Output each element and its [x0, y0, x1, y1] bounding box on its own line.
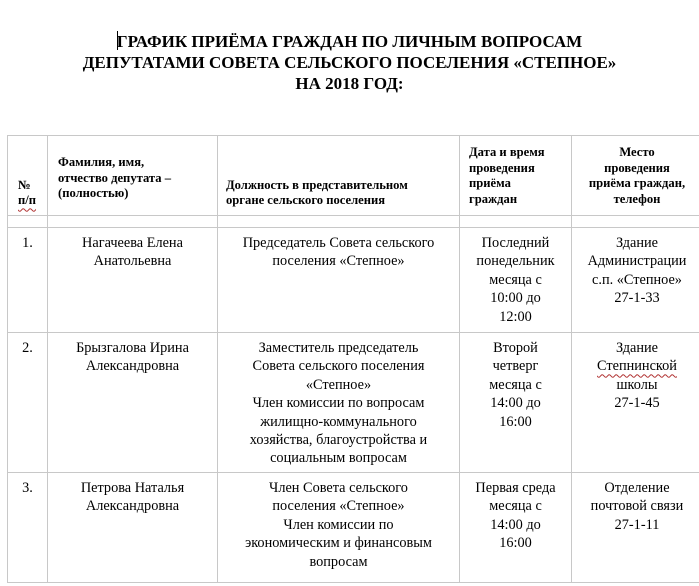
row-name: Нагачеева Елена Анатольевна — [48, 228, 218, 333]
row-place: Здание Администрации с.п. «Степное» 27-1-33 — [572, 228, 699, 333]
title-line-1: ГРАФИК ПРИЁМА ГРАЖДАН ПО ЛИЧНЫМ ВОПРОСАМ — [116, 32, 583, 51]
table-row — [8, 333, 699, 473]
row-name: Петрова Наталья Александровна — [48, 473, 218, 583]
row-num: 3. — [8, 473, 48, 583]
header-name: Фамилия, имя, отчество депутата – (полностью) — [48, 136, 218, 216]
header-place: Место проведения приёма граждан, телефон — [572, 136, 699, 216]
reception-schedule-table — [7, 135, 699, 583]
table-row — [8, 473, 699, 583]
row-datetime: Последний понедельник месяца с 10:00 до 12:00 — [460, 228, 572, 333]
row-datetime: Второй четверг месяца с 14:00 до 16:00 — [460, 333, 572, 473]
row-position: Член Совета сельского поселения «Степное» Член комиссии по экономическим и финансовым вопросам — [218, 473, 460, 583]
row-datetime: Первая среда месяца с 14:00 до 16:00 — [460, 473, 572, 583]
row-place: Отделение почтовой связи 27-1-11 — [572, 473, 699, 583]
header-num: № п/п — [8, 136, 48, 216]
document-title — [0, 31, 699, 94]
table-spacer-row — [8, 216, 699, 228]
title-line-2: ДЕПУТАТАМИ СОВЕТА СЕЛЬСКОГО ПОСЕЛЕНИЯ «СТЕПНОЕ» — [82, 53, 617, 72]
row-position: Заместитель председатель Совета сельского поселения «Степное» Член комиссии по вопросам жилищно-коммунального хозяйства, благоустройства и социальным вопросам — [218, 333, 460, 473]
row-position: Председатель Совета сельского поселения «Степное» — [218, 228, 460, 333]
header-datetime: Дата и время проведения приёма граждан — [460, 136, 572, 216]
table-header-row — [8, 136, 699, 216]
header-position: Должность в представительном органе сельского поселения — [218, 136, 460, 216]
row-num: 1. — [8, 228, 48, 333]
row-place: Здание Степнинской школы 27-1-45 — [572, 333, 699, 473]
row-name: Брызгалова Ирина Александровна — [48, 333, 218, 473]
table-row — [8, 228, 699, 333]
row-num: 2. — [8, 333, 48, 473]
title-line-3: НА 2018 ГОД: — [295, 74, 404, 93]
